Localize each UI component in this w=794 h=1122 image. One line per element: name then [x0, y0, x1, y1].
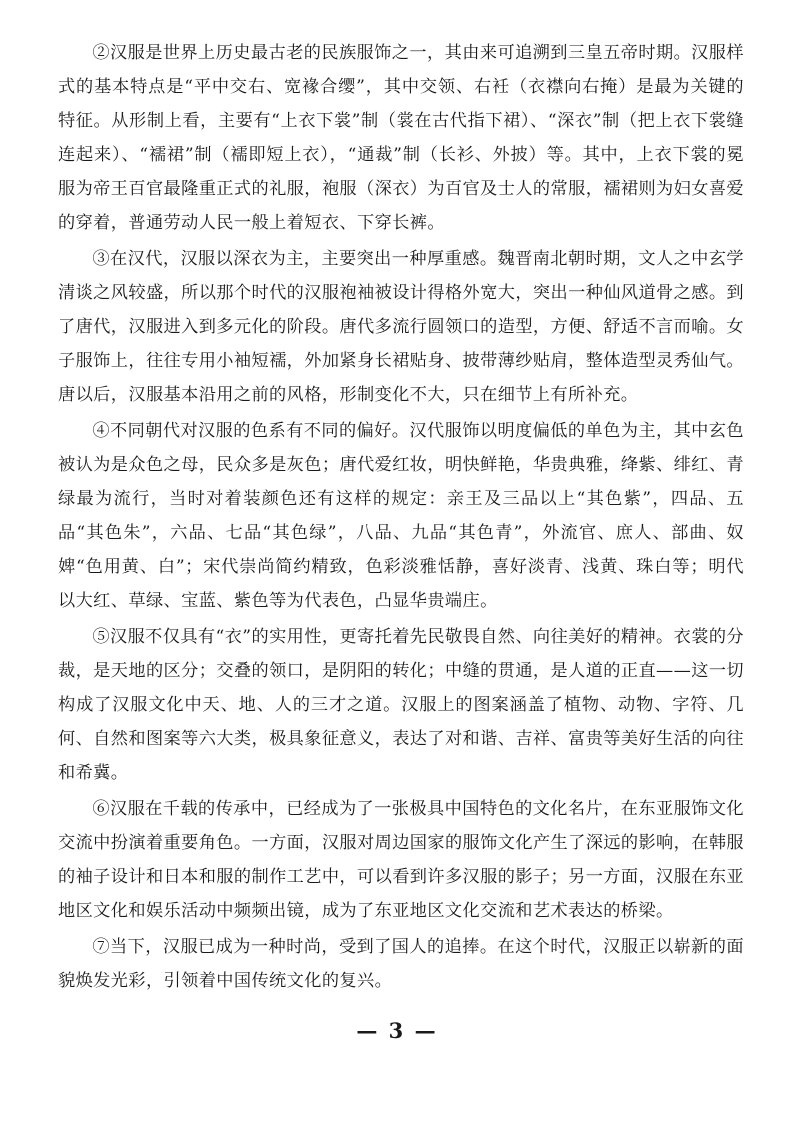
document-body: [58, 36, 744, 1000]
page-number: — 3 —: [356, 1018, 438, 1043]
paragraph-3: ③在汉代，汉服以深衣为主，主要突出一种厚重感。魏晋南北朝时期，文人之中玄学清谈之风较盛，所以那个时代的汉服袍袖被设计得格外宽大，突出一种仙风道骨之感。到了唐代，汉服进入到多元化的阶段。唐代多流行圆领口的造型，方便、舒适不言而喻。女子服饰上，往往专用小袖短襦，外加紧身长裙贴身、披带薄纱贴肩，整体造型灵秀仙气。唐以后，汉服基本沿用之前的风格，形制变化不大，只在细节上有所补充。: [58, 249, 744, 405]
paragraph-7: ⑦当下，汉服已成为一种时尚，受到了国人的追捧。在这个时代，汉服正以崭新的面貌焕发光彩，引领着中国传统文化的复兴。: [58, 937, 744, 991]
paragraph-4: ④不同朝代对汉服的色系有不同的偏好。汉代服饰以明度偏低的单色为主，其中玄色被认为是众色之母，民众多是灰色；唐代爱红妆，明快鲜艳，华贵典雅，绛紫、绯红、青绿最为流行，当时对着装颜色还有这样的规定：亲王及三品以上“其色紫”，四品、五品“其色朱”，六品、七品“其色绿”，八品、九品“其色青”，外流官、庶人、部曲、奴婢“色用黄、白”；宋代崇尚简约精致，色彩淡雅恬静，喜好淡青、浅黄、珠白等；明代以大红、草绿、宝蓝、紫色等为代表色，凸显华贵端庄。: [58, 421, 744, 611]
paragraph-6: ⑥汉服在千载的传承中，已经成为了一张极具中国特色的文化名片，在东亚服饰文化交流中扮演着重要角色。一方面，汉服对周边国家的服饰文化产生了深远的影响，在韩服的袖子设计和日本和服的制作工艺中，可以看到许多汉服的影子；另一方面，汉服在东亚地区文化和娱乐活动中频频出镜，成为了东亚地区文化交流和艺术表达的桥梁。: [58, 799, 744, 921]
paragraph-2: ②汉服是世界上历史最古老的民族服饰之一，其由来可追溯到三皇五帝时期。汉服样式的基本特点是“平中交右、宽褖合缨”，其中交领、右衽（衣襟向右掩）是最为关键的特征。从形制上看，主要有“上衣下裳”制（裳在古代指下裙）、“深衣”制（把上衣下裳缝连起来）、“襦裙”制（襦即短上衣），“通裁”制（长衫、外披）等。其中，上衣下裳的冕服为帝王百官最隆重正式的礼服，袍服（深衣）为百官及士人的常服，襦裙则为妇女喜爱的穿着，普通劳动人民一般上着短衣、下穿长裤。: [58, 43, 744, 233]
paragraph-5: ⑤汉服不仅具有“衣”的实用性，更寄托着先民敬畏自然、向往美好的精神。衣裳的分裁，是天地的区分；交叠的领口，是阴阳的转化；中缝的贯通，是人道的正直——这一切构成了汉服文化中天、地、人的三才之道。汉服上的图案涵盖了植物、动物、字符、几何、自然和图案等六大类，极具象征意义，表达了对和谐、吉祥、富贵等美好生活的向往和希冀。: [58, 627, 744, 783]
